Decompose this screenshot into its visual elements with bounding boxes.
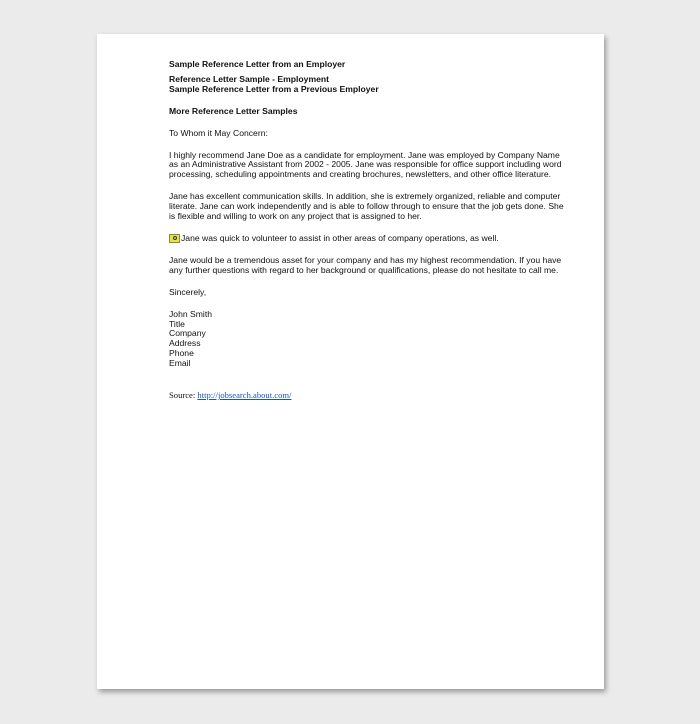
paragraph-4: Jane would be a tremendous asset for your company and has my highest recommendation. If you have any further questions with regard to her background or qualifications, please do not hesitate to call me. <box>169 254 562 275</box>
signature-title: Title <box>169 318 185 329</box>
source-link[interactable]: http://jobsearch.about.com/ <box>197 390 292 401</box>
signature-name: John Smith <box>169 308 212 319</box>
signature-address: Address <box>169 338 201 349</box>
signature-email: Email <box>169 358 191 369</box>
signature-block <box>169 310 569 369</box>
salutation: To Whom it May Concern: <box>169 127 268 138</box>
subheading-employment: Reference Letter Sample - Employment <box>169 73 329 84</box>
signature-phone: Phone <box>169 348 194 359</box>
source-label: Source: <box>169 390 198 401</box>
more-samples-heading: More Reference Letter Samples <box>169 105 298 116</box>
paragraph-3: Jane was quick to volunteer to assist in other areas of company operations, as well. <box>181 232 499 243</box>
subheading-previous-employer: Sample Reference Letter from a Previous Employer <box>169 83 379 94</box>
document-title: Sample Reference Letter from an Employer <box>169 59 346 69</box>
closing: Sincerely, <box>169 286 207 297</box>
paragraph-3-row <box>169 234 569 244</box>
sticky-note-icon[interactable] <box>169 234 180 243</box>
signature-company: Company <box>169 328 206 339</box>
paragraph-2: Jane has excellent communication skills. In addition, she is extremely organized, reliable and computer literate. Jane can work independently and is able to follow through to ensure that the job gets done. She is flexible and willing to work on any project that is assigned to her. <box>169 191 564 222</box>
document-content <box>169 60 569 401</box>
document-page <box>97 34 604 689</box>
source-line <box>169 391 569 401</box>
paragraph-1: I highly recommend Jane Doe as a candidate for employment. Jane was employed by Company Name as an Administrative Assistant from 2002 - 2005. Jane was responsible for office support including word processing, scheduling appointments and creating brochures, newsletters, and other office literature. <box>169 149 562 180</box>
